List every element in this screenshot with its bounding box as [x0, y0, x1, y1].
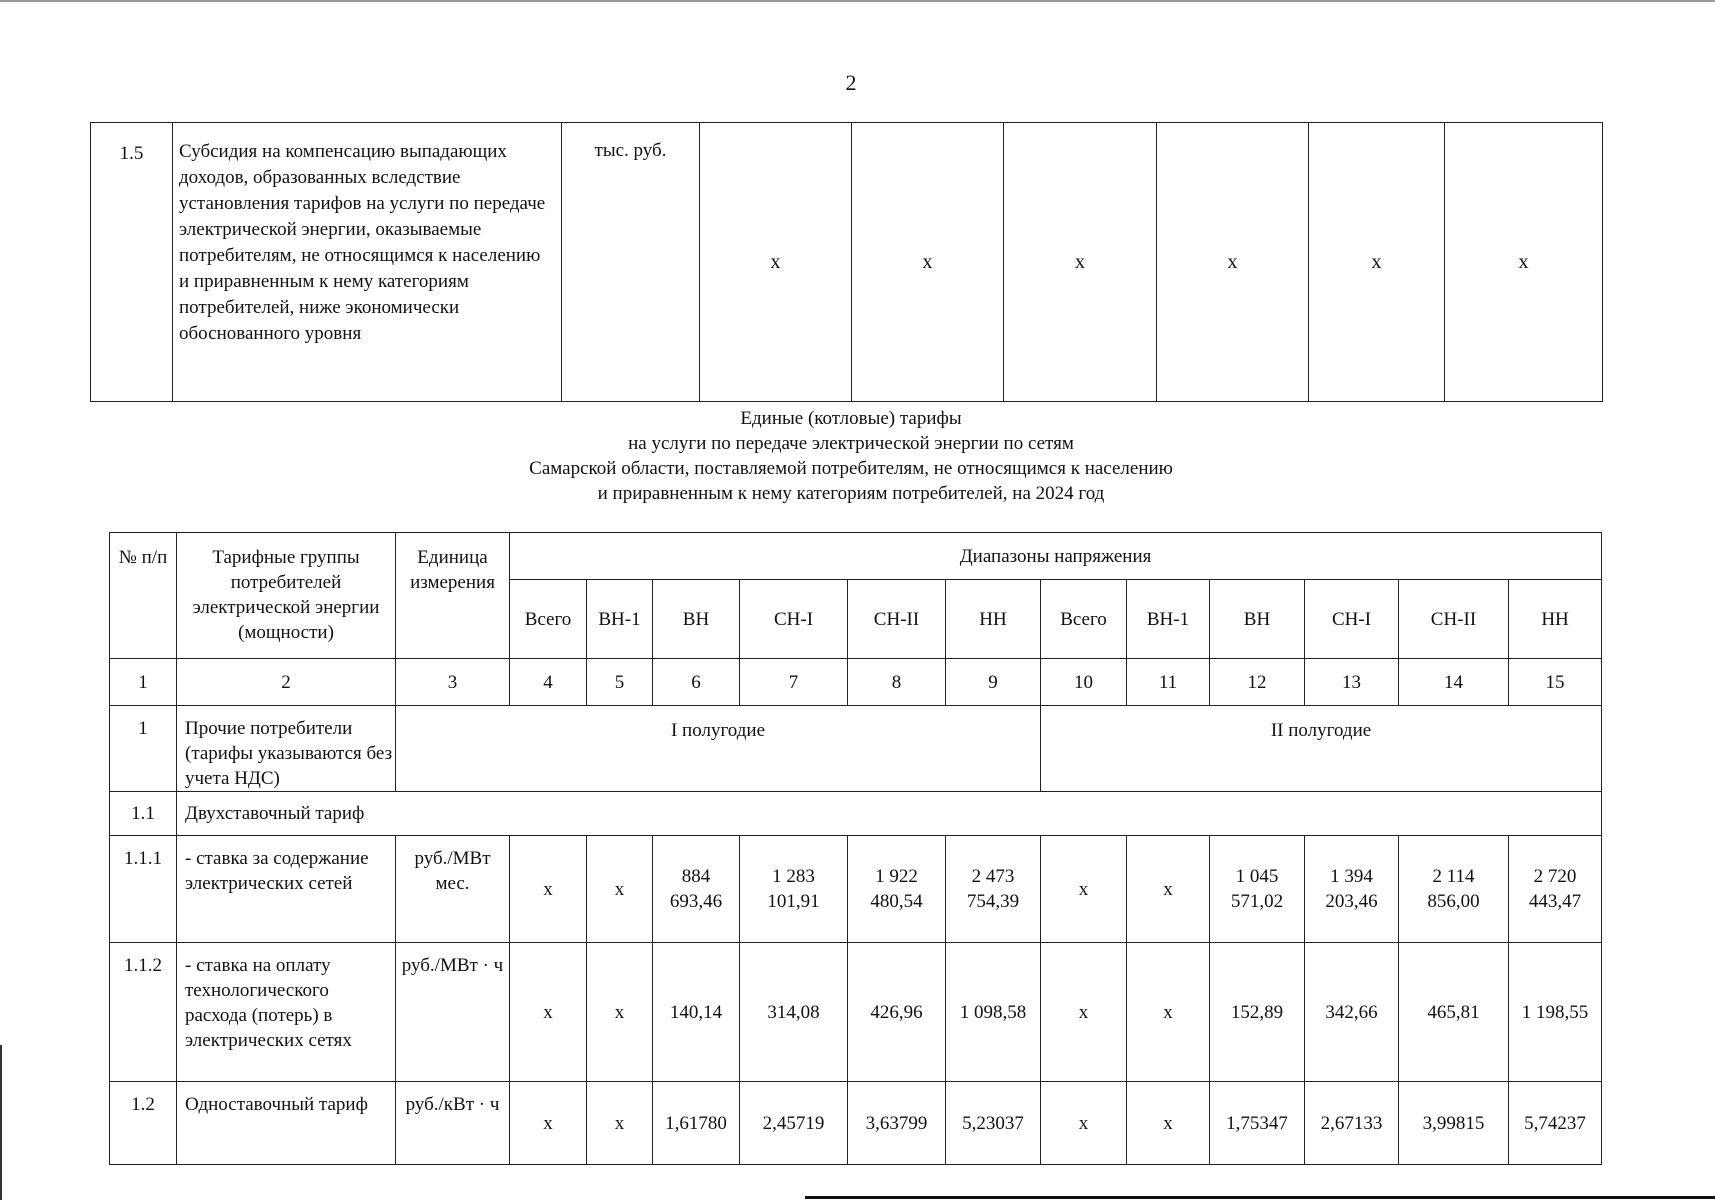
table-row: [110, 1082, 1602, 1165]
table-cell: х: [1127, 1082, 1210, 1165]
table-cell: 1,75347: [1210, 1082, 1305, 1165]
table-cell: х: [510, 836, 587, 943]
row-unit: тыс. руб.: [562, 123, 700, 402]
column-header: СН-I: [1305, 580, 1399, 659]
table-cell: 152,89: [1210, 943, 1305, 1082]
table-cell: 465,81: [1399, 943, 1509, 1082]
table-cell: х: [1004, 123, 1157, 402]
table-cell: 2 720 443,47: [1509, 836, 1602, 943]
column-index: 9: [946, 659, 1041, 706]
row-number: 1.1.1: [110, 836, 177, 943]
column-index: 6: [653, 659, 740, 706]
table-row: [91, 123, 1603, 402]
column-index: 7: [740, 659, 848, 706]
table-cell: х: [1041, 943, 1127, 1082]
table-cell: х: [587, 836, 653, 943]
header-unit: Единица измерения: [396, 533, 510, 659]
table-cell: х: [1157, 123, 1309, 402]
row-number: 1.2: [110, 1082, 177, 1165]
table-cell: х: [1041, 1082, 1127, 1165]
row-unit: руб./МВт мес.: [396, 836, 510, 943]
table-cell: х: [1445, 123, 1603, 402]
document-title: [0, 406, 1702, 506]
tariff-table: [109, 532, 1602, 1165]
index-row: [110, 659, 1602, 706]
period-label: II полугодие: [1041, 706, 1602, 792]
column-index: 8: [848, 659, 946, 706]
column-index: 3: [396, 659, 510, 706]
row-unit: руб./МВт · ч: [396, 943, 510, 1082]
row-label: Прочие потребители (тарифы указываются без учета НДС): [177, 706, 396, 792]
row-label: - ставка на оплату технологического расхода (потерь) в электрических сетях: [177, 943, 396, 1082]
column-index: 5: [587, 659, 653, 706]
column-index: 4: [510, 659, 587, 706]
period-label: I полугодие: [396, 706, 1041, 792]
title-line: на услуги по передаче электрической энергии по сетям: [628, 433, 1074, 454]
table-cell: х: [510, 943, 587, 1082]
column-index: 10: [1041, 659, 1127, 706]
column-index: 12: [1210, 659, 1305, 706]
table-cell: х: [1127, 943, 1210, 1082]
column-header: СН-II: [848, 580, 946, 659]
row-number: 1: [110, 706, 177, 792]
subsidy-table: [90, 122, 1603, 402]
table-cell: 2,67133: [1305, 1082, 1399, 1165]
table-cell: 1 045 571,02: [1210, 836, 1305, 943]
column-header: ВН-1: [587, 580, 653, 659]
table-cell: 2 114 856,00: [1399, 836, 1509, 943]
header-group: Тарифные группы потребителей электрической энергии (мощности): [177, 533, 396, 659]
table-cell: х: [587, 943, 653, 1082]
table-cell: х: [1041, 836, 1127, 943]
table-cell: 140,14: [653, 943, 740, 1082]
column-header: ВН: [653, 580, 740, 659]
title-line: Самарской области, поставляемой потребителям, не относящимся к населению: [529, 458, 1173, 479]
table-cell: 1 098,58: [946, 943, 1041, 1082]
page-number: 2: [845, 70, 857, 95]
column-header: НН: [1509, 580, 1602, 659]
table-cell: 3,99815: [1399, 1082, 1509, 1165]
header-row: [110, 533, 1602, 580]
table-cell: 5,74237: [1509, 1082, 1602, 1165]
table-cell: 1 198,55: [1509, 943, 1602, 1082]
page-top-edge: [0, 0, 1715, 2]
table-cell: 3,63799: [848, 1082, 946, 1165]
table-cell: 314,08: [740, 943, 848, 1082]
row-unit: руб./кВт · ч: [396, 1082, 510, 1165]
table-cell: 1 283 101,91: [740, 836, 848, 943]
table-cell: х: [1127, 836, 1210, 943]
table-row: [110, 792, 1602, 836]
column-header: Всего: [510, 580, 587, 659]
table-cell: х: [1309, 123, 1445, 402]
column-header: СН-II: [1399, 580, 1509, 659]
table-cell: 1 922 480,54: [848, 836, 946, 943]
table-cell: х: [700, 123, 852, 402]
row-number: 1.5: [91, 123, 173, 402]
column-index: 14: [1399, 659, 1509, 706]
row-number: 1.1.2: [110, 943, 177, 1082]
table-cell: 342,66: [1305, 943, 1399, 1082]
table-cell: 5,23037: [946, 1082, 1041, 1165]
column-index: 2: [177, 659, 396, 706]
table-cell: 1,61780: [653, 1082, 740, 1165]
row-description: Субсидия на компенсацию выпадающих доходов, образованных вследствие установления тарифов на услуги по передаче электрической энергии, оказываемые потребителям, не относящимся к населению и приравненным к нему категориям потребителей, ниже экономически обоснованного уровня: [173, 123, 562, 402]
table-cell: 884 693,46: [653, 836, 740, 943]
table-row: [110, 836, 1602, 943]
scan-edge-line: [805, 1196, 1715, 1199]
table-cell: 1 394 203,46: [1305, 836, 1399, 943]
column-index: 1: [110, 659, 177, 706]
table-cell: 2 473 754,39: [946, 836, 1041, 943]
header-voltage-ranges: Диапазоны напряжения: [510, 533, 1602, 580]
column-header: ВН: [1210, 580, 1305, 659]
column-index: 11: [1127, 659, 1210, 706]
title-line: и приравненным к нему категориям потребителей, на 2024 год: [597, 483, 1105, 504]
table-cell: х: [510, 1082, 587, 1165]
row-label: - ставка за содержание электрических сетей: [177, 836, 396, 943]
column-header: СН-I: [740, 580, 848, 659]
row-label: Двухставочный тариф: [177, 792, 1602, 836]
header-num: № п/п: [110, 533, 177, 659]
column-index: 15: [1509, 659, 1602, 706]
table-cell: 426,96: [848, 943, 946, 1082]
row-label: Одноставочный тариф: [177, 1082, 396, 1165]
title-line: Единые (котловые) тарифы: [740, 408, 962, 429]
table-cell: 2,45719: [740, 1082, 848, 1165]
column-header: НН: [946, 580, 1041, 659]
scan-edge-mark: [0, 1045, 2, 1200]
table-cell: х: [587, 1082, 653, 1165]
row-number: 1.1: [110, 792, 177, 836]
column-header: Всего: [1041, 580, 1127, 659]
table-cell: х: [852, 123, 1004, 402]
column-header: ВН-1: [1127, 580, 1210, 659]
table-row: [110, 706, 1602, 792]
column-index: 13: [1305, 659, 1399, 706]
table-row: [110, 943, 1602, 1082]
